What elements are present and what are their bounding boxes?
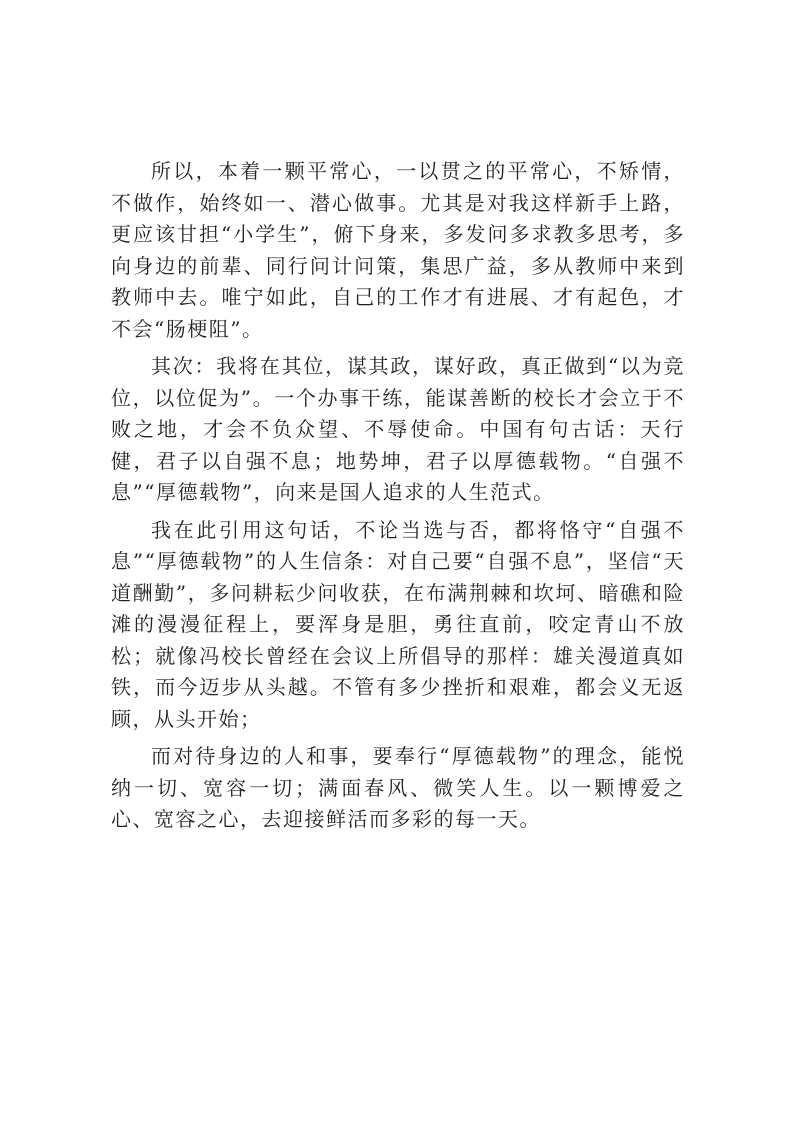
- paragraph-self-improvement: 我在此引用这句话，不论当选与否，都将恪守“自强不息”“厚德载物”的人生信条：对自己要“自强不息”，坚信“天道酬勤”，多问耕耘少问收获，在布满荆棘和坎坷、暗礁和险滩的漫漫征程上，要浑身是胆，勇往直前，咬定青山不放松；就像冯校长曾经在会议上所倡导的那样：雄关漫道真如铁，而今迈步从头越。不管有多少挫折和艰难，都会义无返顾，从头开始；: [111, 517, 685, 731]
- document-body: [111, 156, 685, 842]
- paragraph-in-position: 其次：我将在其位，谋其政，谋好政，真正做到“以为竞位，以位促为”。一个办事干练，能谋善断的校长才会立于不败之地，才会不负众望、不辱使命。中国有句古话：天行健，君子以自强不息；地势坤，君子以厚德载物。“自强不息”“厚德载物”，向来是国人追求的人生范式。: [111, 354, 685, 504]
- paragraph-virtue: 而对待身边的人和事，要奉行“厚德载物”的理念，能悦纳一切、宽容一切；满面春风、微笑人生。以一颗博爱之心、宽容之心，去迎接鲜活而多彩的每一天。: [111, 744, 685, 831]
- paragraph-ordinary-heart: 所以，本着一颗平常心，一以贯之的平常心，不矫情，不做作，始终如一、潜心做事。尤其是对我这样新手上路，更应该甘担“小学生”，俯下身来，多发问多求教多思考，多向身边的前辈、同行问计问策，集思广益，多从教师中来到教师中去。唯宁如此，自己的工作才有进展、才有起色，才不会“肠梗阻”。: [111, 159, 685, 341]
